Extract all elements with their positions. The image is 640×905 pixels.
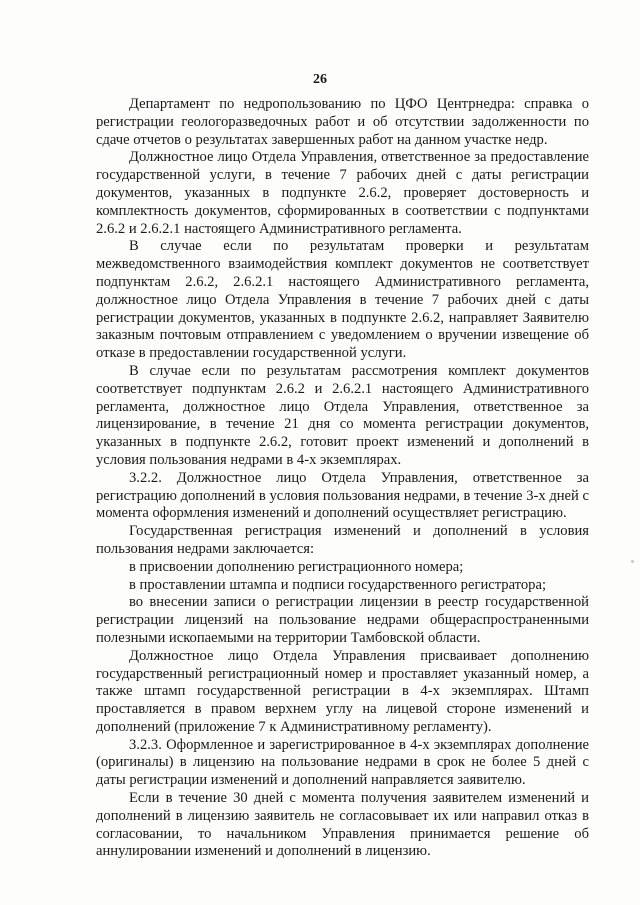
paragraph-registration-consists: Государственная регистрация изменений и дополнений в условия пользования недрами заключается: — [96, 523, 589, 557]
paragraph-assign-number: Должностное лицо Отдела Управления присваивает дополнению государственный регистрационный номер и проставляет указанный номер, а также штамп государственной регистрации в 4-х экземплярах. Штамп проставляется в правом верхнем углу на лицевой стороне изменений и дополнений (приложение 7 к Административному регламенту). — [96, 647, 589, 735]
paragraph-refusal: В случае если по результатам проверки и результатам межведомственного взаимодействия комплект документов не соответствует подпунктам 2.6.2, 2.6.2.1 настоящего Административного регламента, должностное лицо Отдела Управления в течение 7 рабочих дней с даты регистрации документов, указанных в подпункте 2.6.2, направляет Заявителю заказным почтовым отправлением с уведомлением о вручении извещение об отказе в предоставлении государственной услуги. — [96, 238, 589, 362]
scan-mark — [631, 560, 634, 563]
paragraph-verification: Должностное лицо Отдела Управления, ответственное за предоставление государственной услуги, в течение 7 рабочих дней с даты регистрации документов, указанных в подпункте 2.6.2, проверяет достоверность и комплектность документов, сформированных в соответствии с подпунктами 2.6.2 и 2.6.2.1 настоящего Административного регламента. — [96, 149, 589, 237]
document-body — [96, 96, 589, 861]
page-number: 26 — [313, 72, 327, 87]
paragraph-centrnedra: Департамент по недропользованию по ЦФО Центрнедра: справка о регистрации геологоразведочных работ и об отсутствии задолженности по сдаче отчетов о результатах завершенных работ на данном участке недр. — [96, 96, 589, 148]
list-item-registry: во внесении записи о регистрации лицензии в реестр государственной регистрации лицензий на пользование недрами общераспространенными полезными ископаемыми на территории Тамбовской области. — [96, 594, 589, 646]
paragraph-draft-changes: В случае если по результатам рассмотрения комплект документов соответствует подпунктам 2.6.2 и 2.6.2.1 настоящего Административного регламента, должностное лицо Отдела Управления, ответственное за лицензирование, в течение 21 дня со момента регистрации документов, указанных в подпункте 2.6.2, готовит проект изменений и дополнений в условия пользования недрами в 4-х экземплярах. — [96, 362, 589, 468]
paragraph-3-2-3: 3.2.3. Оформленное и зарегистрированное в 4-х экземплярах дополнение (оригиналы) в лицензию на пользование недрами в срок не более 5 дней с даты регистрации изменений и дополнений направляется заявителю. — [96, 736, 589, 789]
list-item-number: в присвоении дополнению регистрационного номера; — [129, 558, 464, 575]
list-item-stamp: в проставлении штампа и подписи государственного регистратора; — [129, 576, 546, 593]
paragraph-annulment: Если в течение 30 дней с момента получения заявителем изменений и дополнений в лицензию заявитель не согласовывает их или направил отказ в согласовании, то начальником Управления принимается решение об аннулировании изменений и дополнений в лицензию. — [96, 790, 589, 860]
paragraph-3-2-2: 3.2.2. Должностное лицо Отдела Управления, ответственное за регистрацию дополнений в условия пользования недрами, в течение 3-х дней с момента оформления изменений и дополнений осуществляет регистрацию. — [96, 469, 589, 522]
